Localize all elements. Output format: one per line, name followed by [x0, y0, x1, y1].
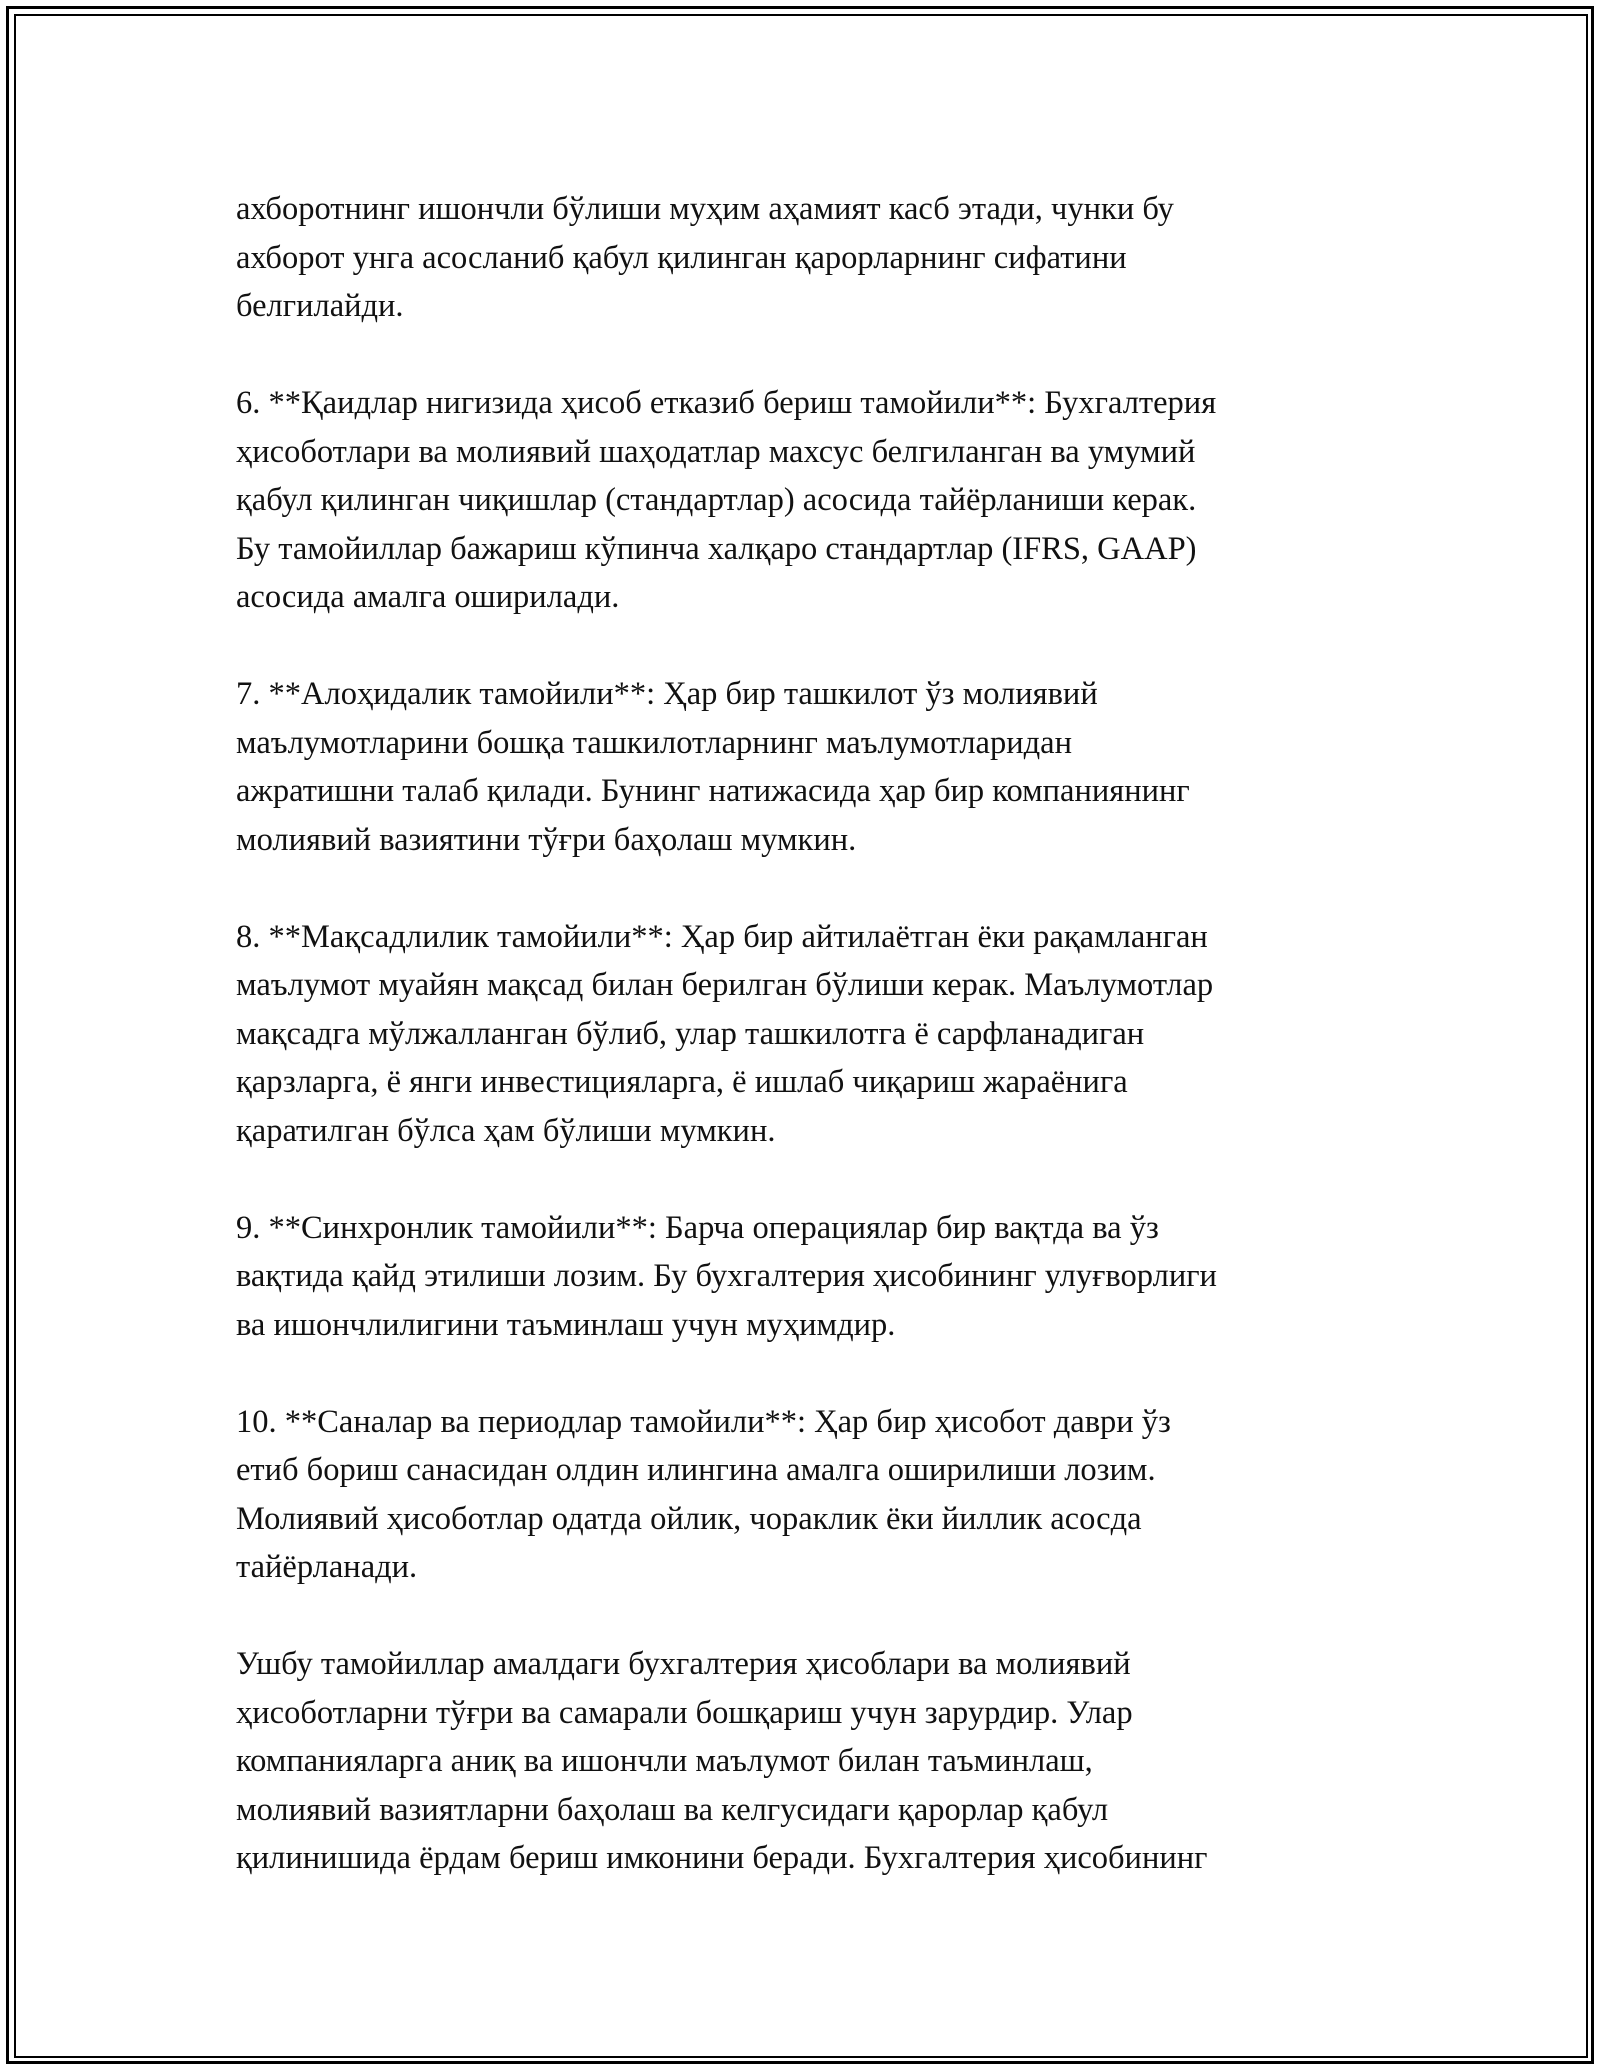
text-line: 8. **Мақсадлилик тамойили**: Ҳар бир айтилаётган ёки рақамланган: [236, 918, 1208, 955]
text-line: маълумотларини бошқа ташкилотларнинг маълумотларидан: [236, 724, 1072, 761]
text-line: ҳисоботларни тўғри ва самарали бошқариш учун зарурдир. Улар: [236, 1694, 1133, 1731]
text-line: ахборот унга асосланиб қабул қилинган қарорларнинг сифатини: [236, 239, 1127, 276]
paragraph-item-6: [236, 379, 1366, 622]
paragraph-intro-continuation: [236, 185, 1366, 331]
text-line: ҳисоботлари ва молиявий шаҳодатлар махсус белгиланган ва умумий: [236, 433, 1196, 470]
text-line: Молиявий ҳисоботлар одатда ойлик, чораклик ёки йиллик асосда: [236, 1500, 1142, 1537]
text-line: молиявий вазиятларни баҳолаш ва келгусидаги қарорлар қабул: [236, 1791, 1109, 1828]
text-line: 6. **Қаидлар нигизида ҳисоб етказиб бериш тамойили**: Бухгалтерия: [236, 385, 1217, 421]
text-line: белгилайди.: [236, 288, 404, 324]
text-line: вақтида қайд этилиши лозим. Бу бухгалтерия ҳисобининг улуғворлиги: [236, 1258, 1217, 1294]
text-line: 10. **Саналар ва периодлар тамойили**: Ҳар бир ҳисобот даври ўз: [236, 1403, 1171, 1440]
text-line: қаратилган бўлса ҳам бўлиши мумкин.: [236, 1112, 776, 1149]
paragraph-item-8: [236, 913, 1366, 1156]
text-line: етиб бориш санасидан олдин илингина амалга оширилиши лозим.: [236, 1452, 1156, 1488]
text-line: ажратишни талаб қилади. Бунинг натижасида ҳар бир компаниянинг: [236, 773, 1190, 809]
text-line: компанияларга аниқ ва ишончли маълумот билан таъминлаш,: [236, 1743, 1093, 1779]
paragraph-item-10: [236, 1398, 1366, 1592]
paragraph-conclusion: [236, 1640, 1366, 1883]
text-line: Ушбу тамойиллар амалдаги бухгалтерия ҳисоблари ва молиявий: [236, 1646, 1131, 1682]
paragraph-item-9: [236, 1204, 1366, 1350]
text-line: молиявий вазиятини тўғри баҳолаш мумкин.: [236, 821, 857, 858]
text-line: 9. **Синхронлик тамойили**: Барча операциялар бир вақтда ва ўз: [236, 1209, 1159, 1246]
text-line: асосида амалга оширилади.: [236, 579, 620, 615]
text-line: ахборотнинг ишончли бўлиши муҳим аҳамият касб этади, чунки бу: [236, 191, 1174, 227]
text-line: тайёрланади.: [236, 1549, 418, 1585]
document-body: [236, 185, 1366, 1931]
text-line: қарзларга, ё янги инвестицияларга, ё ишлаб чиқариш жараёнига: [236, 1064, 1128, 1100]
text-line: қилинишида ёрдам бериш имконини беради. Бухгалтерия ҳисобининг: [236, 1840, 1208, 1876]
text-line: мақсадга мўлжалланган бўлиб, улар ташкилотга ё сарфланадиган: [236, 1015, 1145, 1052]
paragraph-item-7: [236, 670, 1366, 864]
text-line: Бу тамойиллар бажариш кўпинча халқаро стандартлар (IFRS, GAAP): [236, 530, 1197, 567]
text-line: қабул қилинган чиқишлар (стандартлар) асосида тайёрланиши керак.: [236, 482, 1197, 518]
text-line: 7. **Алоҳидалик тамойили**: Ҳар бир ташкилот ўз молиявий: [236, 676, 1098, 712]
text-line: ва ишончлилигини таъминлаш учун муҳимдир.: [236, 1306, 896, 1343]
text-line: маълумот муайян мақсад билан берилган бўлиши керак. Маълумотлар: [236, 967, 1214, 1003]
